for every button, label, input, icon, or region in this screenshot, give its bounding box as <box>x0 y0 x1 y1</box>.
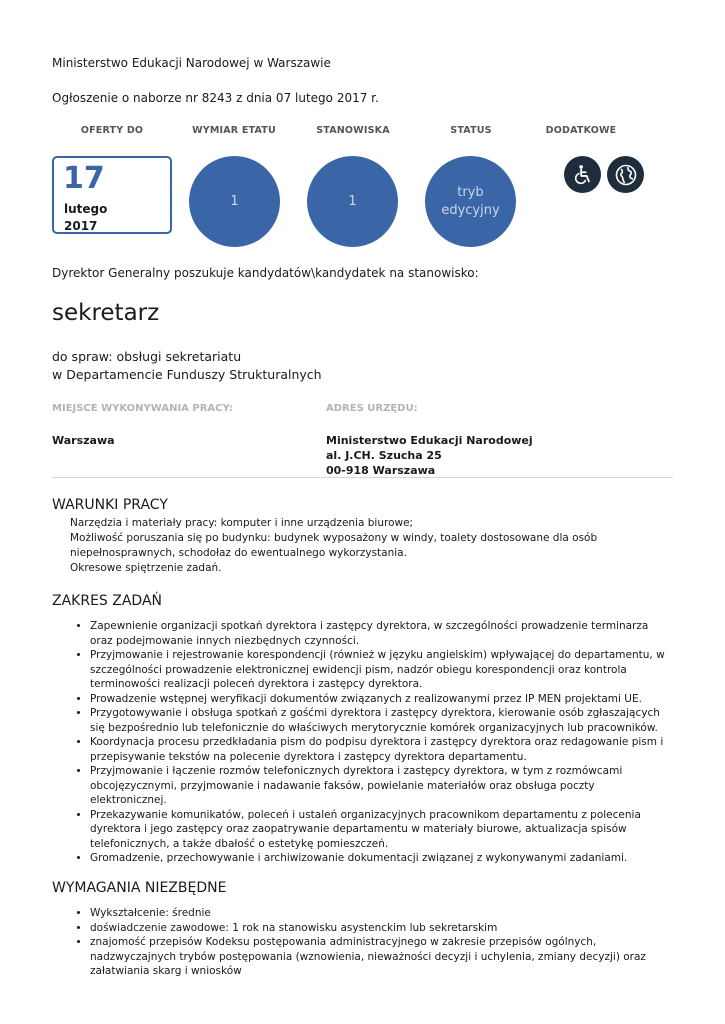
position-line-2: w Departamencie Funduszy Strukturalnych <box>52 367 322 382</box>
zakres-list <box>74 619 674 866</box>
list-item: Możliwość poruszania się po budynku: budynek wyposażony w windy, toalety dostosowane dla osób niepełnosprawnych, schodołaz do ewentualnego wykorzystania. <box>70 532 598 559</box>
address-line-1: Ministerstwo Edukacji Narodowej <box>326 434 533 447</box>
list-item: • Przyjmowanie i łączenie rozmów telefonicznych dyrektora i zastępcy dyrektora, w tym z rozmówcami obcojęzycznymi, przyjmowanie i nadawanie faksów, powielanie materiałów oraz obsługa poczty elektronicznej. <box>90 764 674 808</box>
header-stanowiska: STANOWISKA <box>316 125 390 136</box>
etat-circle <box>189 156 280 247</box>
list-item: • Przygotowywanie i obsługa spotkań z gośćmi dyrektora i zastępcy dyrektora, kierowanie osób zgłaszających się bezpośrednio lub telefonicznie do właściwych merytorycznie komórek organizacyjnych lub pracowników. <box>90 706 674 735</box>
zakres-title: ZAKRES ZADAŃ <box>52 593 163 609</box>
header-status: STATUS <box>450 125 492 136</box>
address-label: ADRES URZĘDU: <box>326 403 418 414</box>
list-item: • Przyjmowanie i rejestrowanie korespondencji (również w języku angielskim) wpływającej do departamentu, w szczególności prowadzenie elektronicznej ewidencji pism, nadzór obiegu korespondencji oraz kontrola terminowości realizacji poleceń dyrektora i zastępcy dyrektora. <box>90 648 674 692</box>
wymagania-title: WYMAGANIA NIEZBĘDNE <box>52 880 227 896</box>
list-item: • Prowadzenie wstępnej weryfikacji dokumentów związanych z realizowanymi przez IP MEN projektami UE. <box>90 692 674 707</box>
position-details <box>52 348 322 384</box>
header-oferty-do: OFERTY DO <box>80 125 144 136</box>
address-value <box>326 433 533 478</box>
deadline-year: 2017 <box>64 219 98 233</box>
list-item: • Koordynacja procesu przedkładania pism do podpisu dyrektora i zastępcy dyrektora oraz redagowanie pism i przepisywanie tekstów na polecenie dyrektora i zastępcy dyrektora departamentu. <box>90 735 674 764</box>
announcement-title: Ogłoszenie o naborze nr 8243 z dnia 07 lutego 2017 r. <box>52 91 379 105</box>
position-line-1: do spraw: obsługi sekretariatu <box>52 349 242 364</box>
stanowiska-circle <box>307 156 398 247</box>
list-item: Okresowe spiętrzenie zadań. <box>70 562 222 574</box>
list-item: • doświadczenie zawodowe: 1 rok na stanowisku asystenckim lub sekretarskim <box>90 921 674 936</box>
status-value: tryb edycyjny <box>441 184 500 218</box>
warunki-title: WARUNKI PRACY <box>52 497 168 513</box>
warunki-list <box>70 516 675 576</box>
deadline-month: lutego <box>64 202 108 216</box>
list-item: Narzędzia i materiały pracy: komputer i inne urządzenia biurowe; <box>70 517 414 529</box>
section-divider <box>52 477 673 478</box>
list-item: • Gromadzenie, przechowywanie i archiwizowanie dokumentacji związanej z wykonywanymi zadaniami. <box>90 851 674 866</box>
list-item: • Wykształcenie: średnie <box>90 906 674 921</box>
status-circle <box>425 156 516 247</box>
deadline-day: 17 <box>63 161 105 196</box>
place-value: Warszawa <box>52 434 115 447</box>
list-item: • Przekazywanie komunikatów, poleceń i ustaleń organizacyjnych pracownikom departamentu z polecenia dyrektora i jego zastępcy oraz zaopatrywanie departamentu w materiały biurowe, aktualizacja spisów telefonicznych, a także dbałość o estetykę pomieszczeń. <box>90 808 674 852</box>
header-dodatkowe: DODATKOWE <box>545 125 617 136</box>
ministry-name: Ministerstwo Edukacji Narodowej w Warszawie <box>52 56 331 70</box>
lead-text: Dyrektor Generalny poszukuje kandydatów\kandydatek na stanowisko: <box>52 266 479 280</box>
globe-icon <box>607 156 644 193</box>
deadline-box <box>52 156 172 234</box>
header-wymiar-etatu: WYMIAR ETATU <box>192 125 276 136</box>
address-line-2: al. J.CH. Szucha 25 <box>326 449 442 462</box>
list-item: • znajomość przepisów Kodeksu postępowania administracyjnego w zakresie przepisów ogólnych, nadzwyczajnych trybów postępowania (wznowienia, nieważności decyzji i uchylenia, zmiany decyzji) oraz załatwiania skarg i wniosków <box>90 935 674 979</box>
position-title: sekretarz <box>52 300 160 326</box>
address-line-3: 00-918 Warszawa <box>326 464 436 477</box>
place-label: MIEJSCE WYKONYWANIA PRACY: <box>52 403 233 414</box>
etat-value: 1 <box>230 193 239 209</box>
stanowiska-value: 1 <box>348 193 357 209</box>
wheelchair-icon <box>564 156 601 193</box>
wymagania-list <box>74 906 674 979</box>
list-item: • Zapewnienie organizacji spotkań dyrektora i zastępcy dyrektora, w szczególności prowadzenie terminarza oraz podejmowanie innych niezbędnych czynności. <box>90 619 674 648</box>
